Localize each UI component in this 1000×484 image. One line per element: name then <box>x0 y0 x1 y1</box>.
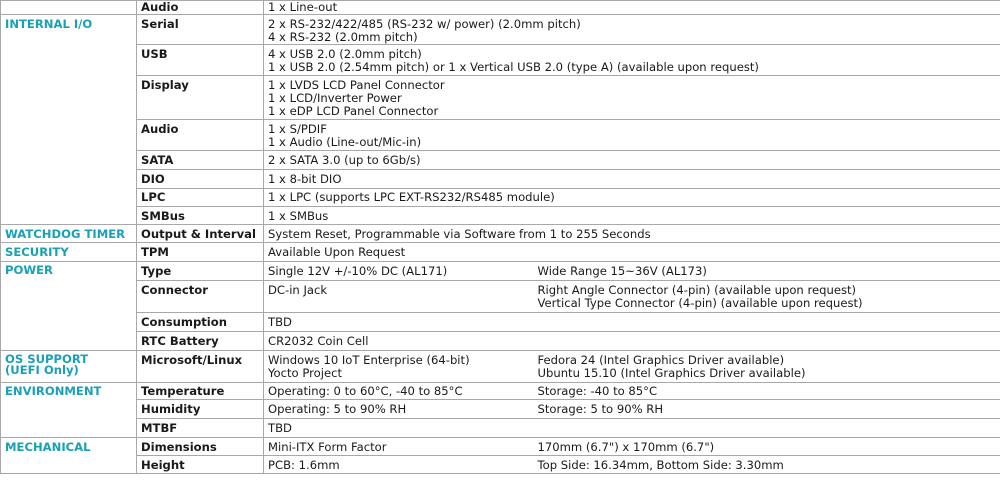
row-label: Audio <box>137 120 264 151</box>
row-value-secondary: 170mm (6.7") x 170mm (6.7") <box>534 438 1000 456</box>
row-value-secondary: Storage: -40 to 85°C <box>534 383 1000 400</box>
row-label: LPC <box>137 189 264 207</box>
value-line: 1 x eDP LCD Panel Connector <box>268 104 439 118</box>
row-label: Output & Interval <box>137 225 264 243</box>
row-label: Temperature <box>137 383 264 400</box>
table-row <box>1 225 1000 243</box>
row-label: TPM <box>137 243 264 262</box>
value-line: 1 x S/PDIF <box>268 122 327 136</box>
table-row <box>1 351 1000 383</box>
row-value: 1 x 8-bit DIO <box>264 170 1000 189</box>
row-value: System Reset, Programmable via Software from 1 to 255 Seconds <box>264 225 1000 243</box>
row-value: Operating: 5 to 90% RH <box>264 400 534 419</box>
row-label: Connector <box>137 281 264 313</box>
row-label: Type <box>137 262 264 281</box>
row-value: 1 x SMBus <box>264 207 1000 225</box>
table-row <box>1 383 1000 400</box>
row-label: USB <box>137 45 264 76</box>
table-row <box>1 1 1000 15</box>
value-line: Ubuntu 15.10 (Intel Graphics Driver available) <box>537 366 806 380</box>
row-label: Dimensions <box>137 438 264 456</box>
row-value <box>264 76 1000 120</box>
category-internal-io: INTERNAL I/O <box>1 15 137 225</box>
table-row <box>1 170 1000 189</box>
row-value: Available Upon Request <box>264 243 1000 262</box>
value-line: 1 x LCD/Inverter Power <box>268 91 402 105</box>
table-row <box>1 262 1000 281</box>
table-row <box>1 207 1000 225</box>
row-value-secondary <box>534 281 1000 313</box>
row-value: Mini-ITX Form Factor <box>264 438 534 456</box>
table-row <box>1 332 1000 351</box>
row-value-secondary <box>534 351 1000 383</box>
category-security: SECURITY <box>1 243 137 262</box>
category-line: (UEFI Only) <box>5 363 79 377</box>
table-row <box>1 438 1000 456</box>
row-value: CR2032 Coin Cell <box>264 332 1000 351</box>
row-value-secondary: Wide Range 15~36V (AL173) <box>534 262 1000 281</box>
table-row <box>1 456 1000 474</box>
row-label: Audio <box>137 1 264 15</box>
row-label: SATA <box>137 151 264 170</box>
row-label: Humidity <box>137 400 264 419</box>
table-row <box>1 281 1000 313</box>
category-environment: ENVIRONMENT <box>1 383 137 438</box>
value-line: 2 x RS-232/422/485 (RS-232 w/ power) (2.0mm pitch) <box>268 17 581 31</box>
table-row <box>1 120 1000 151</box>
row-label: Display <box>137 76 264 120</box>
value-line: 1 x Audio (Line-out/Mic-in) <box>268 135 422 149</box>
value-line: Vertical Type Connector (4-pin) (available upon request) <box>537 296 863 310</box>
row-label: Serial <box>137 15 264 45</box>
category-os-support <box>1 351 137 383</box>
row-value <box>264 15 1000 45</box>
row-label: Microsoft/Linux <box>137 351 264 383</box>
row-value: 1 x LPC (supports LPC EXT-RS232/RS485 module) <box>264 189 1000 207</box>
category-watchdog-timer: WATCHDOG TIMER <box>1 225 137 243</box>
value-line: Right Angle Connector (4-pin) (available upon request) <box>537 283 857 297</box>
row-label: MTBF <box>137 419 264 438</box>
table-row <box>1 313 1000 332</box>
row-value: 1 x Line-out <box>264 1 1000 15</box>
row-value: DC-in Jack <box>264 281 534 313</box>
row-value: Operating: 0 to 60°C, -40 to 85°C <box>264 383 534 400</box>
table-row <box>1 400 1000 419</box>
row-label: DIO <box>137 170 264 189</box>
row-label: Consumption <box>137 313 264 332</box>
value-line: 1 x USB 2.0 (2.54mm pitch) or 1 x Vertical USB 2.0 (type A) (available upon request) <box>268 60 759 74</box>
category-cell-empty <box>1 1 137 15</box>
row-value: PCB: 1.6mm <box>264 456 534 474</box>
row-value: TBD <box>264 419 1000 438</box>
row-value: 2 x SATA 3.0 (up to 6Gb/s) <box>264 151 1000 170</box>
category-line: OS SUPPORT <box>5 352 89 366</box>
row-value <box>264 45 1000 76</box>
table-row <box>1 243 1000 262</box>
value-line: 1 x LVDS LCD Panel Connector <box>268 78 445 92</box>
row-value: Single 12V +/-10% DC (AL171) <box>264 262 534 281</box>
value-line: 4 x USB 2.0 (2.0mm pitch) <box>268 47 422 61</box>
table-row <box>1 419 1000 438</box>
value-line: Yocto Project <box>268 366 342 380</box>
value-line: Windows 10 IoT Enterprise (64-bit) <box>268 353 470 367</box>
value-line: Fedora 24 (Intel Graphics Driver available) <box>537 353 785 367</box>
row-value-secondary: Top Side: 16.34mm, Bottom Side: 3.30mm <box>534 456 1000 474</box>
row-label: RTC Battery <box>137 332 264 351</box>
category-mechanical: MECHANICAL <box>1 438 137 474</box>
table-row <box>1 189 1000 207</box>
row-value <box>264 120 1000 151</box>
table-row <box>1 45 1000 76</box>
row-value <box>264 351 534 383</box>
row-value: TBD <box>264 313 1000 332</box>
table-row <box>1 151 1000 170</box>
table-row <box>1 76 1000 120</box>
row-label: Height <box>137 456 264 474</box>
row-label: SMBus <box>137 207 264 225</box>
row-value-secondary: Storage: 5 to 90% RH <box>534 400 1000 419</box>
table-row <box>1 15 1000 45</box>
value-line: 4 x RS-232 (2.0mm pitch) <box>268 30 418 44</box>
category-power: POWER <box>1 262 137 351</box>
